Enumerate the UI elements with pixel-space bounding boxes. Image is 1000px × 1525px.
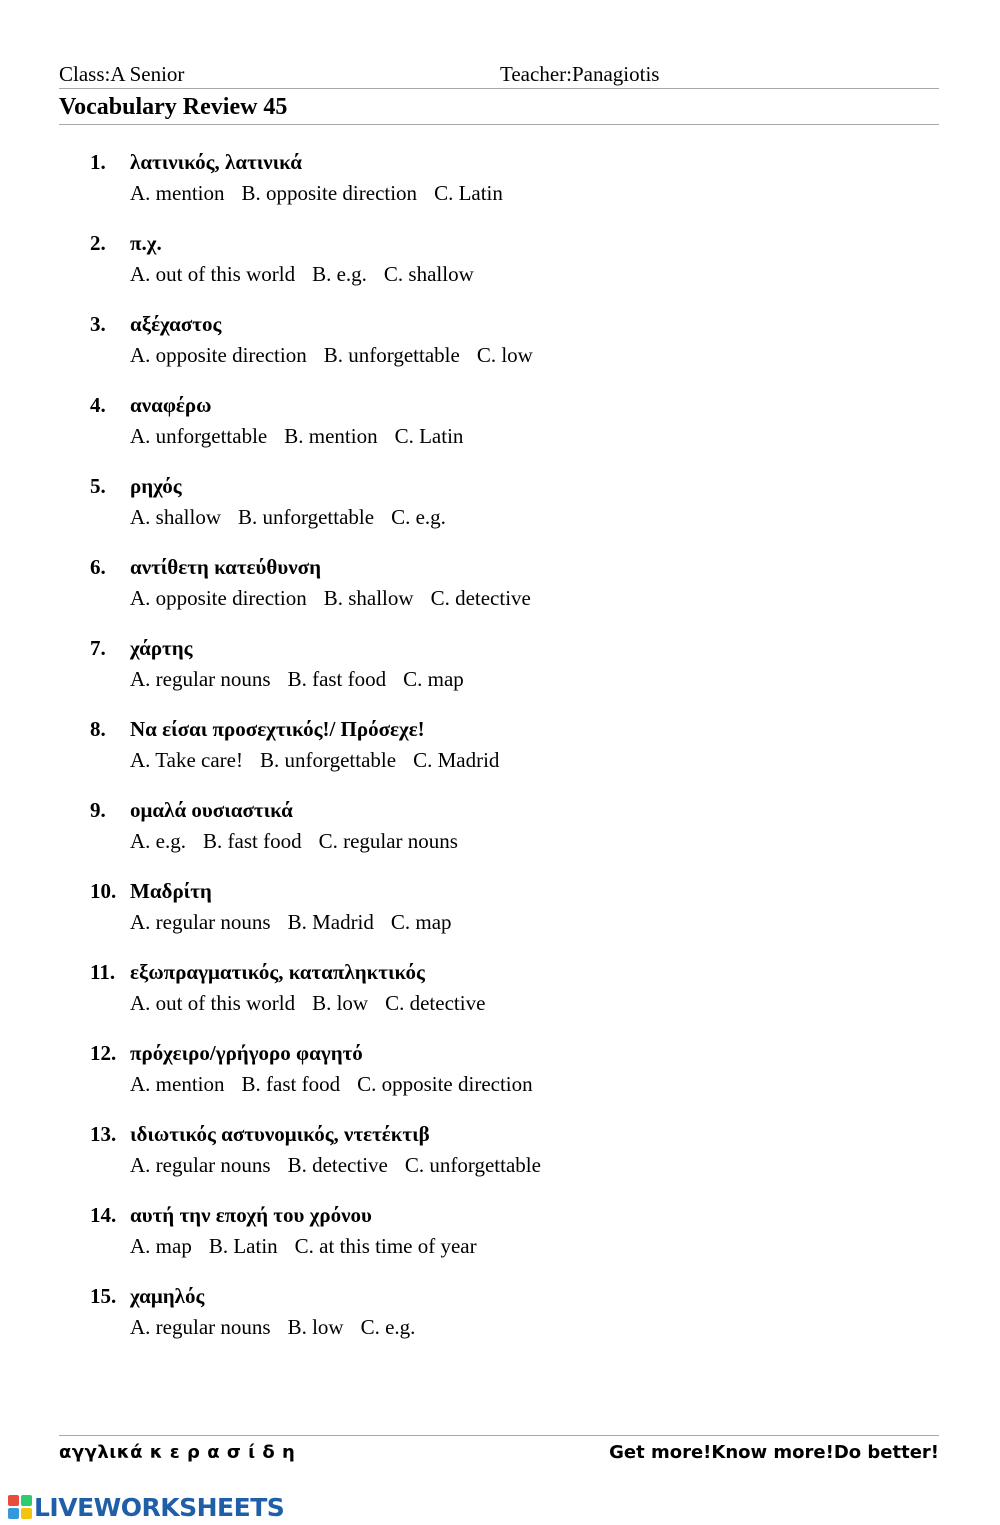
answer-option[interactable]: C. at this time of year xyxy=(294,1234,477,1258)
footer-right-text: Get more!Know more!Do better! xyxy=(609,1442,939,1463)
answer-options xyxy=(130,505,463,530)
liveworksheets-brand[interactable] xyxy=(8,1492,284,1522)
answer-option[interactable]: C. map xyxy=(403,667,464,691)
answer-option[interactable]: B. Madrid xyxy=(287,910,374,934)
answer-options xyxy=(130,829,475,854)
answer-option[interactable]: B. low xyxy=(287,1315,344,1339)
question-word: π.χ. xyxy=(130,231,162,255)
answer-option[interactable]: B. unforgettable xyxy=(260,748,397,772)
answer-options xyxy=(130,991,502,1016)
answer-option[interactable]: A. shallow xyxy=(130,505,221,529)
answer-option[interactable]: A. opposite direction xyxy=(130,343,307,367)
answer-option[interactable]: A. map xyxy=(130,1234,192,1258)
footer-divider xyxy=(59,1435,939,1436)
answer-option[interactable]: C. unforgettable xyxy=(404,1153,541,1177)
answer-option[interactable]: A. regular nouns xyxy=(130,1315,271,1339)
question-item xyxy=(90,796,910,877)
answer-option[interactable]: B. Latin xyxy=(208,1234,278,1258)
answer-option[interactable]: B. opposite direction xyxy=(241,181,418,205)
worksheet-title-bar xyxy=(59,92,939,125)
question-word: Μαδρίτη xyxy=(130,879,212,903)
answer-option[interactable]: C. map xyxy=(390,910,452,934)
question-number: 7. xyxy=(90,636,106,660)
answer-option[interactable]: C. detective xyxy=(385,991,486,1015)
answer-option[interactable]: A. Take care! xyxy=(130,748,243,772)
answer-option[interactable]: C. shallow xyxy=(383,262,474,286)
answer-options xyxy=(130,1234,494,1259)
answer-option[interactable]: B. low xyxy=(312,991,369,1015)
worksheet-header xyxy=(59,60,939,89)
question-number: 10. xyxy=(90,879,117,903)
answer-option[interactable]: A. mention xyxy=(130,1072,225,1096)
question-item xyxy=(90,1201,910,1282)
answer-options xyxy=(130,424,480,449)
answer-options xyxy=(130,1072,550,1097)
answer-option[interactable]: C. e.g. xyxy=(360,1315,416,1339)
question-word: χαμηλός xyxy=(130,1284,205,1308)
question-word: αντίθετη κατεύθυνση xyxy=(130,555,321,579)
answer-option[interactable]: A. regular nouns xyxy=(130,667,271,691)
question-number: 13. xyxy=(90,1122,117,1146)
question-item xyxy=(90,1282,910,1363)
question-number: 11. xyxy=(90,960,116,984)
question-item xyxy=(90,472,910,553)
question-word: εξωπραγματικός, καταπληκτικός xyxy=(130,960,425,984)
answer-option[interactable]: C. e.g. xyxy=(391,505,446,529)
question-number: 6. xyxy=(90,555,106,579)
question-item xyxy=(90,1039,910,1120)
answer-option[interactable]: A. e.g. xyxy=(130,829,186,853)
question-item xyxy=(90,877,910,958)
question-number: 5. xyxy=(90,474,106,498)
logo-square-2 xyxy=(21,1495,32,1506)
answer-option[interactable]: A. regular nouns xyxy=(130,1153,271,1177)
question-word: αυτή την εποχή του χρόνου xyxy=(130,1203,372,1227)
question-word: αναφέρω xyxy=(130,393,212,417)
answer-options xyxy=(130,1153,558,1178)
question-item xyxy=(90,229,910,310)
answer-options xyxy=(130,667,481,692)
answer-option[interactable]: B. fast food xyxy=(287,667,387,691)
question-number: 8. xyxy=(90,717,106,741)
answer-option[interactable]: B. unforgettable xyxy=(238,505,375,529)
logo-square-1 xyxy=(8,1495,19,1506)
answer-option[interactable]: A. opposite direction xyxy=(130,586,307,610)
question-item xyxy=(90,715,910,796)
question-number: 12. xyxy=(90,1041,117,1065)
answer-option[interactable]: A. regular nouns xyxy=(130,910,271,934)
question-word: ιδιωτικός αστυνομικός, ντετέκτιβ xyxy=(130,1122,430,1146)
answer-option[interactable]: C. Madrid xyxy=(413,748,500,772)
question-number: 2. xyxy=(90,231,106,255)
liveworksheets-logo-icon xyxy=(8,1495,32,1519)
class-label: Class:A Senior xyxy=(59,62,185,86)
answer-options xyxy=(130,181,520,206)
answer-option[interactable]: C. Latin xyxy=(394,424,464,448)
question-word: ομαλά ουσιαστικά xyxy=(130,798,293,822)
answer-option[interactable]: B. detective xyxy=(287,1153,388,1177)
answer-option[interactable]: C. regular nouns xyxy=(318,829,458,853)
question-item xyxy=(90,391,910,472)
worksheet-title: Vocabulary Review 45 xyxy=(59,94,288,120)
question-number: 15. xyxy=(90,1284,117,1308)
answer-option[interactable]: C. Latin xyxy=(434,181,503,205)
question-item xyxy=(90,1120,910,1201)
question-word: λατινικός, λατινικά xyxy=(130,150,302,174)
answer-option[interactable]: C. opposite direction xyxy=(357,1072,533,1096)
logo-square-3 xyxy=(8,1508,19,1519)
answer-option[interactable]: A. out of this world xyxy=(130,991,296,1015)
question-number: 14. xyxy=(90,1203,117,1227)
answer-option[interactable]: A. unforgettable xyxy=(130,424,268,448)
answer-options xyxy=(130,262,491,287)
question-item xyxy=(90,553,910,634)
answer-option[interactable]: B. fast food xyxy=(241,1072,341,1096)
answer-option[interactable]: B. e.g. xyxy=(312,262,367,286)
question-number: 4. xyxy=(90,393,106,417)
answer-options xyxy=(130,586,548,611)
question-word: ρηχός xyxy=(130,474,182,498)
answer-option[interactable]: B. unforgettable xyxy=(323,343,460,367)
question-word: αξέχαστος xyxy=(130,312,222,336)
answer-option[interactable]: B. shallow xyxy=(323,586,414,610)
question-item xyxy=(90,148,910,229)
question-word: χάρτης xyxy=(130,636,193,660)
question-number: 9. xyxy=(90,798,106,822)
question-word: Να είσαι προσεχτικός!/ Πρόσεχε! xyxy=(130,717,425,741)
answer-option[interactable]: C. low xyxy=(476,343,533,367)
question-word: πρόχειρο/γρήγορο φαγητό xyxy=(130,1041,363,1065)
question-number: 1. xyxy=(90,150,106,174)
brand-name: LIVEWORKSHEETS xyxy=(34,1492,285,1522)
answer-option[interactable]: A. mention xyxy=(130,181,225,205)
answer-options xyxy=(130,748,516,773)
logo-square-4 xyxy=(21,1508,32,1519)
teacher-label: Teacher:Panagiotis xyxy=(500,62,660,86)
question-list xyxy=(90,148,910,1363)
question-item xyxy=(90,310,910,391)
answer-options xyxy=(130,1315,432,1340)
question-item xyxy=(90,634,910,715)
answer-options xyxy=(130,910,469,935)
question-number: 3. xyxy=(90,312,106,336)
answer-option[interactable]: C. detective xyxy=(430,586,531,610)
footer-left-text: αγγλικά κ ε ρ α σ ί δ η xyxy=(59,1442,296,1463)
answer-option[interactable]: A. out of this world xyxy=(130,262,296,286)
question-item xyxy=(90,958,910,1039)
answer-options xyxy=(130,343,550,368)
answer-option[interactable]: B. fast food xyxy=(203,829,302,853)
answer-option[interactable]: B. mention xyxy=(284,424,378,448)
